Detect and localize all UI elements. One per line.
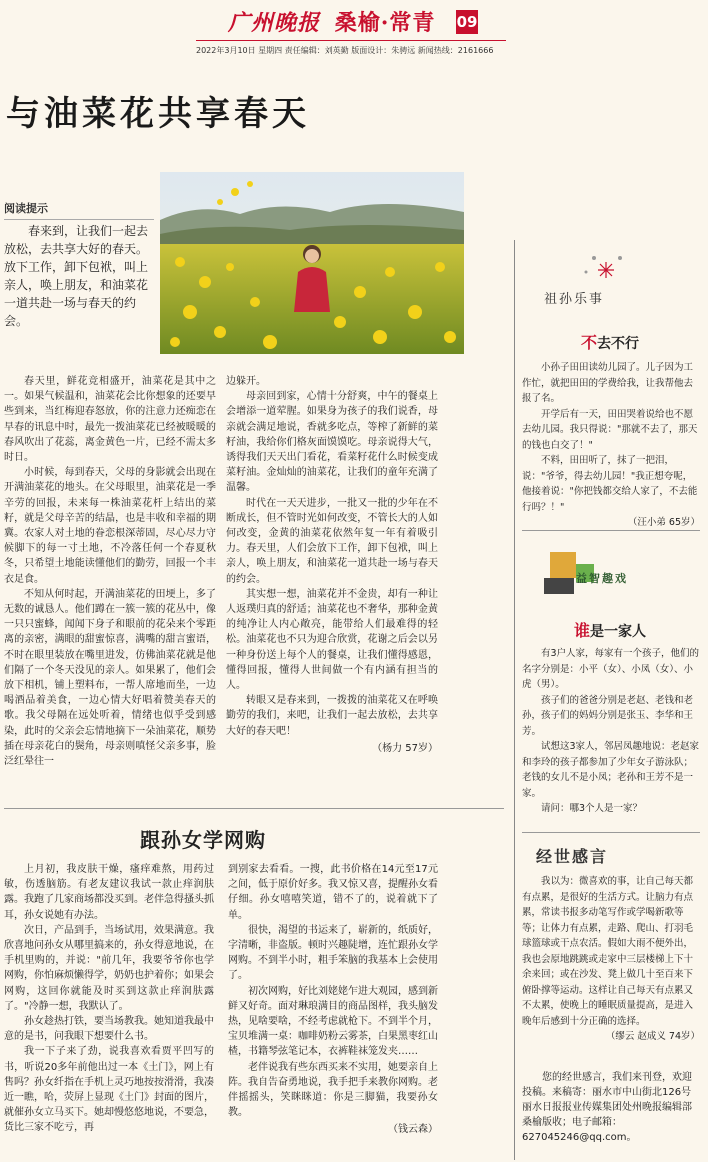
paragraph: 母亲回到家，心情十分舒爽，中午的餐桌上会增添一道荤腥。如果身为孩子的我们说香，母亲就会满足地说，香就多吃点，等榨了新鲜的菜籽油，我给你们格灰面馍馍吃。母亲说得大气，诱得我们天天出门看花，看菜籽花什么时候变成菜籽油。金灿灿的油菜花，让我们的童年充满了温馨。	[226, 391, 438, 494]
byline: （杨力 57岁）	[372, 742, 438, 754]
newspaper-logo	[228, 6, 435, 37]
article-title: 跟孙女学网购	[140, 828, 266, 852]
article-column-2	[228, 862, 438, 1138]
paragraph: 小孙子田田读幼儿园了。儿子因为工作忙，就把田田的学费给我，让我帮他去报了名。	[522, 362, 694, 404]
paragraph: 不知从何时起，开满油菜花的田埂上，多了无数的诚恳人。他们蹲在一簇一簇的花丛中，像一只只蜜蜂，闻闻下身子和眼前的花朵来个零距离的亲密，满眼的甜蜜惊喜，满嘴的甜言蜜语，不时在眼里装放在嘴里进发，仿佛油菜花就是他们隔了一个冬天没见的亲人。如果累了，他们会放下相机，铺上塑料布，一帮人席地而坐，一边喝酒品着美食，一边心情大好唱着赞美春天的歌。我父母隔在远处听着，情绪也似乎受到感染，此时的父亲会忘情地摘下一朵油菜花，顺势插在母亲花白的鬓角，母亲则嗔怪父亲多事，脸泛红晕往一	[4, 588, 216, 768]
paragraph: 请问：哪3个人是一家？	[541, 803, 643, 814]
story-title	[520, 618, 700, 641]
paragraph: 开学后有一天，田田哭着说给也不愿去幼儿园。我只得说："那就不去了，那天的钱也白交了！"	[522, 408, 698, 451]
byline: （汪小弟 65岁）	[627, 517, 700, 528]
paragraph: 我一下子来了劲，说我喜欢看贾平凹写的书，听说20多年前他出过一本《土门》，网上有售吗？孙女纤指在手机上灵巧地按按滑滑，我凑近一瞧，哈，荧屏上显现《土门》封面的图片，就催孙女立马买下。她却慢悠悠地说，不要急，货比三家不吃亏，再	[4, 1046, 214, 1134]
logo-text: 经世感言	[536, 847, 609, 866]
story-3-body	[522, 874, 700, 1045]
sidebar-divider	[514, 240, 515, 1160]
masthead-info: 2022年3月10日 星期四 责任编辑：刘英勤 版面设计：朱骋远 新闻热线：2161666	[196, 46, 494, 55]
lede-text: 春来到，让我们一起去放松，去共享大好的春天。放下工作，卸下包袱，叫上亲人，唤上朋友，和油菜花一道共赴一场与春天的约会。	[4, 224, 149, 328]
flower-ornament-icon	[536, 248, 676, 318]
title-first-char: 不	[580, 333, 597, 352]
masthead	[0, 0, 708, 55]
story-title	[520, 330, 700, 353]
rapeseed-field-photo	[160, 172, 464, 354]
paragraph: 边躲开。	[226, 376, 266, 387]
paragraph: 不料，田田听了，抹了一把泪，说："爷爷，得去幼儿园！"我正想夸呢，他接着说："你把钱都交给人家了，不去能行吗？！"	[522, 455, 698, 513]
column-logo-yizhi	[536, 546, 656, 606]
paragraph: 老伴说我有些东西买来不实用，她要亲自上阵。我自告奋勇地说，我手把手来教你网购。老伴摇摇头，笑眯眯道：你是三脚猫，我要孙女教。	[228, 1061, 438, 1119]
paragraph: 其实想一想，油菜花并不金贵，却有一种让人返璞归真的舒适；油菜花也不奢华，那种金黄的纯净让人内心敞亮，能带给人们最难得的轻松。油菜花也不只为迎合欣赏，花谢之后会以另一种身份送上每个人的餐桌，让我们懂得感恩，懂得回报，懂得人世间做一个有内涵有担当的人。	[226, 588, 438, 692]
story-2-body	[522, 646, 700, 817]
paragraph: 很快，渴望的书运来了，崭新的，纸质好，字清晰，非盗版。顿时兴趣陡增，连忙跟孙女学网购。不到半小时，粗手笨脑的我基本上会使用了。	[228, 924, 438, 982]
submission-info: 您的经世感言，我们来刊登，欢迎投稿。来稿寄：丽水市中山街北126号丽水日报报业传媒集团处州晚报编辑部桑榆版收；电子邮箱：627045246@qq.com。	[522, 1072, 692, 1143]
page-number-badge: 09	[456, 10, 478, 34]
paragraph: 春天里，鲜花竞相盛开，油菜花是其中之一。如果气候温和，油菜花会比你想象的还要早些到来，当红梅迎春怒放，你的注意力还痴恋在早春的讯息中时，最先一拨油菜花已经被暖暖的春风吹出了花蕊，离金黄色一片，已经不需太多时日。	[4, 376, 216, 464]
paragraph: 转眼又是春来到，一拨拨的油菜花又在呼唤勤劳的我们，来吧，让我们一起去放松，去共享大好的春天吧！	[226, 695, 438, 737]
paragraph: 孙女趁热打铁，要当场教我。她知道我最中意的是书，问我眼下想要什么书。	[4, 1016, 214, 1043]
paragraph: 时代在一天天进步，一批又一批的少年在不断成长，但不管时光如何改变，不管长大的人如何改变，金黄的油菜花依然年复一年有着吸引力。春天里，人们会放下工作，卸下包袱，叫上亲人，唤上朋友，和油菜花一道共赴一场与春天的约会。	[226, 497, 438, 585]
logo-text: 祖孙乐事	[544, 292, 605, 307]
story-1-body	[522, 360, 700, 531]
feature-column-2	[226, 374, 438, 756]
logo-name: 广州晚报	[228, 10, 321, 36]
title-rest: 去不行	[597, 336, 639, 352]
paragraph: 初次网购，好比刘姥姥乍进大观园，感到新鲜又好奇。面对琳琅满目的商品图样，我头脑发热，见啥要啥，不经考虑就枪下。不到半个月，宝贝堆满一桌：咖啡奶粉云雾茶，白果黑枣红山楂，书籍琴弦笔记本，衣裤鞋袜笼发夹……	[228, 985, 438, 1058]
title-rest: 是一家人	[590, 624, 646, 640]
feature-column-1	[4, 374, 216, 769]
column-logo-jingshi	[532, 840, 682, 870]
masthead-rule	[196, 40, 506, 41]
paragraph: 孩子们的爸爸分别是老赵、老钱和老孙，孩子们的妈妈分别是张玉、李华和王芳。	[522, 694, 694, 737]
photo-illustration	[160, 172, 464, 354]
title-first-char: 谁	[573, 621, 590, 640]
section-name: 桑榆·常青	[334, 10, 436, 36]
divider	[522, 530, 700, 531]
paragraph: 我以为：微喜欢的事，让自己每天都有点累，是很好的生活方式。让脑力有点累，常读书报多动笔写作或学喝新歌等等；让体力有点累，走路、爬山、打羽毛球篮球或干点农活。假如大雨不便外出，我也会原地跳跳或走家中三层楼梯上下十余来回；或在沙发、凳上做几十至百来下俯卧撑等运动。这样让自己每天有点累又不太累，使晚上的睡眠质量提高，是进入晚年后感到十分正确的选择。	[522, 876, 694, 1027]
lede-heading: 阅读提示	[4, 200, 154, 220]
paragraph: 上月初，我皮肤干燥，瘙痒难熬，用药过敏，伤透脑筋。有老友建议我试一款止痒润肤露。我跑了几家商场都没买到。老伴急得搔头抓耳，孙女说她有办法。	[4, 864, 214, 921]
section-divider	[4, 808, 504, 809]
byline: （钱云森）	[388, 1124, 438, 1136]
paragraph: 有3户人家，每家有一个孩子，他们的名字分别是：小平（女）、小凤（女）、小虎（男）。	[522, 648, 700, 690]
byline: （缪云 赵成义 74岁）	[605, 1031, 700, 1042]
article-column-1	[4, 862, 214, 1136]
paragraph: 试想这3家人，邻居凤趣地说：老赵家和李玲的孩子都参加了少年女子游泳队；老钱的女儿不是小凤；老孙和王芳不是一家。	[522, 741, 700, 799]
paragraph: 到别家去看看。一搜，此书价格在14元至17元之间，低于原价好多。我又惊又喜，提醒孙女看仔细。孙女嘻嘻笑道，错不了的，说着就下了单。	[228, 864, 438, 921]
paragraph: 次日，产品到手，当场试用，效果满意。我欣喜地问孙女从哪里搞来的，孙女得意地说，在手机里购的，并说："前几年，我要爷爷你也学网购，你怕麻烦懒得学，奶奶也护着你；如果会网购，这回你就能及时买到这款止痒润肤露了。"冷静一想，我默认了。	[4, 924, 214, 1012]
paragraph: 小时候，每到春天，父母的身影就会出现在开满油菜花的地头。在父母眼里，油菜花是一季辛劳的回报，未来每一株油菜花杆上结出的菜籽，就是父母辛苦的结晶，也是丰收和幸福的期冀。农家人对土地的眷恋根深蒂固，尽心尽力守候脚下的每一寸土地，不冷落任何一个春夏秋冬，只希望土地能读懂他们的勤劳，回报一个丰衣足食。	[4, 467, 216, 585]
divider	[522, 832, 700, 833]
column-logo-zusun	[536, 248, 676, 318]
feature-title: 与油菜花共享春天	[6, 94, 310, 134]
logo-text: 益智趣戏	[576, 572, 628, 585]
